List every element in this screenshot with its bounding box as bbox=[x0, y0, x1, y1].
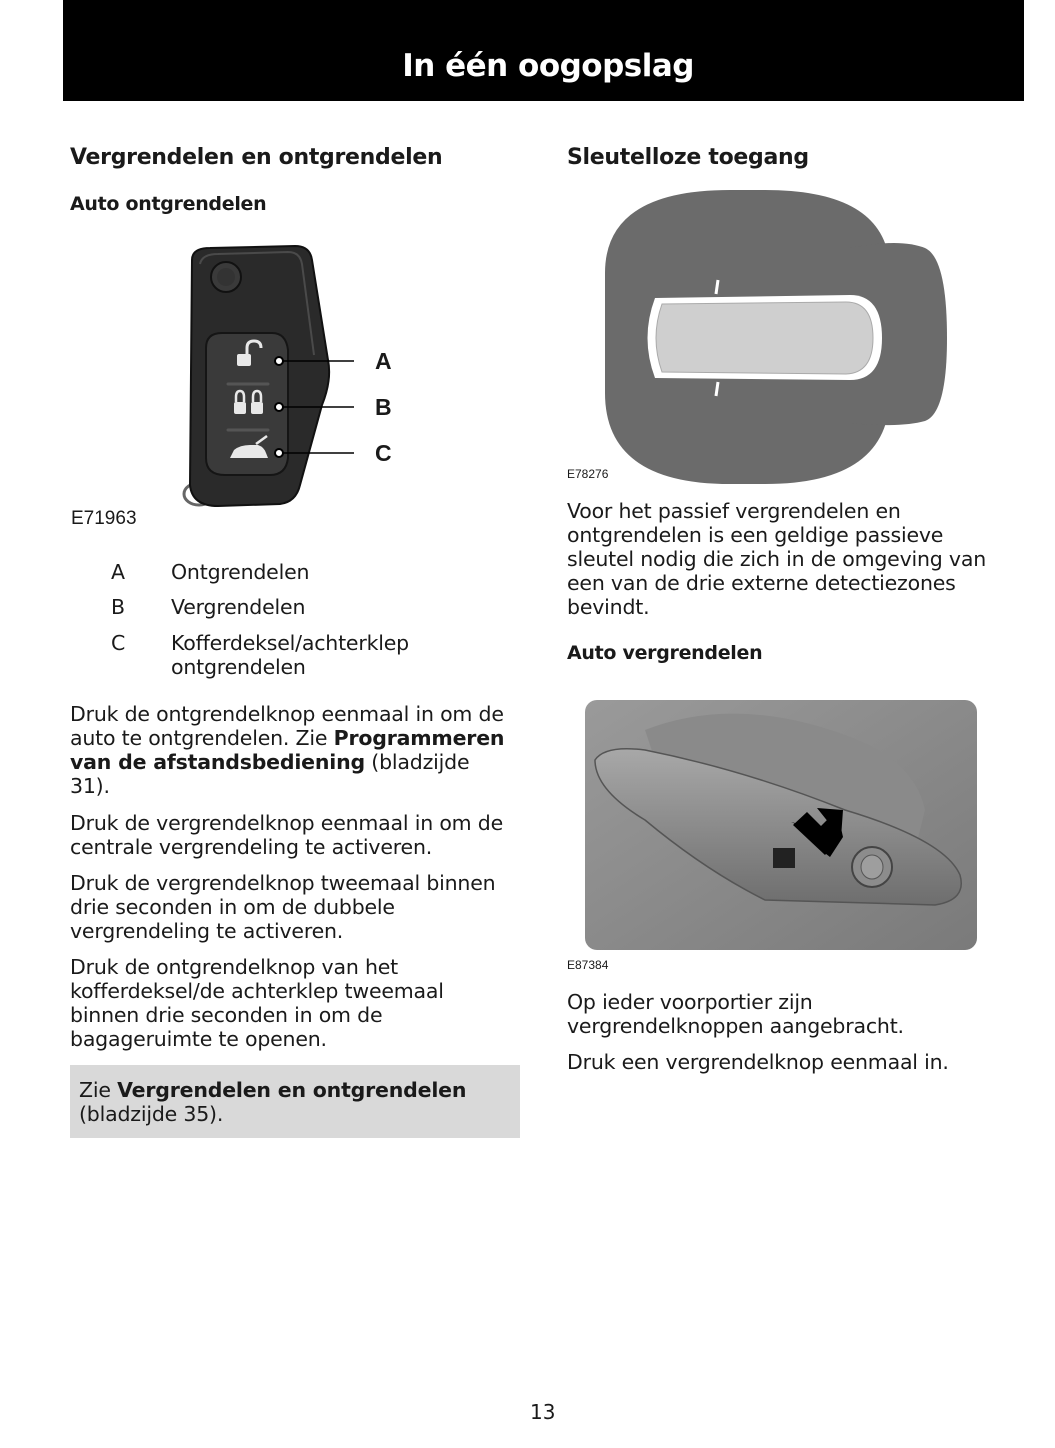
paragraph-central-locking: Druk de vergrendelknop eenmaal in om de centrale vergrendeling te activeren. bbox=[70, 811, 503, 859]
figure-caption-zones: E78276 bbox=[567, 467, 609, 481]
legend-text-c: Kofferdeksel/achterklep bbox=[171, 631, 409, 655]
paragraph-lock-buttons: Op ieder voorportier zijn vergrendelknoppen aangebracht. bbox=[567, 990, 904, 1038]
page-header bbox=[63, 0, 1024, 101]
legend-key-c: C bbox=[111, 631, 126, 655]
paragraph-passive-key: Voor het passief vergrendelen en ontgrendelen is een geldige passieve sleutel nodig die zich in de omgeving van een van de drie externe detectiezones bevindt. bbox=[567, 499, 987, 619]
link-locking-unlocking[interactable]: Vergrendelen en ontgrendelen bbox=[117, 1078, 467, 1102]
link-programming-remote-cont[interactable]: van de afstandsbediening bbox=[70, 750, 365, 774]
reference-note: Zie Vergrendelen en ontgrendelen (bladzijde 35). bbox=[70, 1065, 520, 1138]
legend-key-a: A bbox=[111, 560, 125, 584]
door-handle-illustration bbox=[585, 700, 977, 950]
paragraph-unlock: Druk de ontgrendelknop eenmaal in om de auto te ontgrendelen. Zie Programmeren van de afstandsbediening (bladzijde 31). bbox=[70, 702, 505, 798]
section-title-locking: Vergrendelen en ontgrendelen bbox=[70, 145, 443, 170]
legend-text-c-line2: ontgrendelen bbox=[171, 655, 306, 679]
figure-caption-key: E71963 bbox=[71, 508, 137, 529]
figure-label-b: B bbox=[375, 394, 392, 420]
figure-caption-handle: E87384 bbox=[567, 958, 609, 972]
paragraph-double-locking: Druk de vergrendelknop tweemaal binnen drie seconden in om de dubbele vergrendeling te activeren. bbox=[70, 871, 496, 943]
subsection-title-unlock: Auto ontgrendelen bbox=[70, 193, 267, 215]
section-title-keyless: Sleutelloze toegang bbox=[567, 145, 809, 170]
paragraph-trunk-unlock: Druk de ontgrendelknop van het kofferdeksel/de achterklep tweemaal binnen drie seconden in om de bagageruimte te openen. bbox=[70, 955, 444, 1051]
page-title: In één oogopslag bbox=[402, 48, 694, 84]
subsection-title-lock: Auto vergrendelen bbox=[567, 642, 763, 664]
key-fob-illustration bbox=[170, 240, 410, 515]
legend-text-a: Ontgrendelen bbox=[171, 560, 310, 584]
paragraph-press-lock: Druk een vergrendelknop eenmaal in. bbox=[567, 1050, 949, 1074]
link-programming-remote[interactable]: Programmeren bbox=[333, 726, 505, 750]
car-body bbox=[656, 302, 873, 374]
figure-label-a: A bbox=[375, 348, 392, 374]
legend-key-b: B bbox=[111, 595, 125, 619]
figure-label-c: C bbox=[375, 440, 392, 466]
page-number: 13 bbox=[530, 1400, 556, 1424]
lock-button bbox=[773, 848, 795, 868]
legend-text-b: Vergrendelen bbox=[171, 595, 306, 619]
keyless-zones-illustration bbox=[600, 188, 950, 486]
